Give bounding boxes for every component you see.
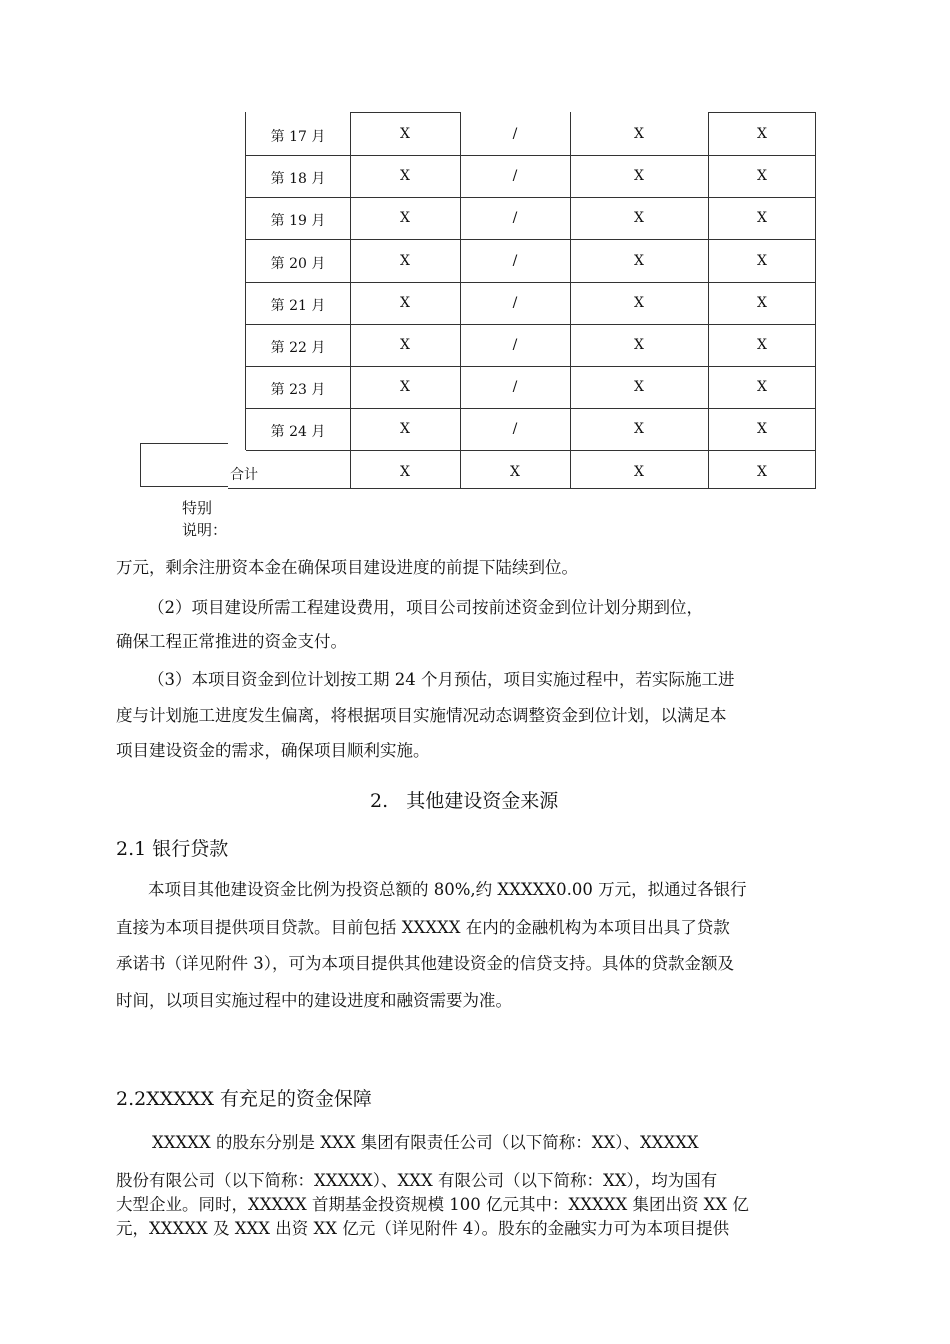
value-cell: X	[400, 295, 410, 311]
paragraph-line: 直接为本项目提供项目贷款。目前包括 XXXXX 在内的金融机构为本项目出具了贷款	[116, 918, 730, 937]
section-2-2-heading: 2.2XXXXX 有充足的资金保障	[116, 1088, 372, 1110]
value-cell: X	[634, 253, 644, 269]
value-cell: X	[634, 421, 644, 437]
value-cell: X	[757, 168, 767, 184]
value-cell: /	[512, 126, 518, 142]
value-cell: X	[757, 421, 767, 437]
value-cell: X	[634, 210, 644, 226]
value-cell: X	[757, 464, 767, 480]
value-cell: X	[634, 126, 644, 142]
value-cell: X	[400, 337, 410, 353]
paragraph-line: （3）本项目资金到位计划按工期 24 个月预估，项目实施过程中，若实际施工进	[148, 670, 735, 689]
value-cell: X	[400, 421, 410, 437]
paragraph-line: 大型企业。同时，XXXXX 首期基金投资规模 100 亿元其中：XXXXX 集团出资 XX 亿	[116, 1195, 749, 1214]
value-cell: /	[512, 295, 518, 311]
paragraph-line: 股份有限公司（以下简称：XXXXX）、XXX 有限公司（以下简称：XX），均为国有	[116, 1171, 718, 1190]
value-cell: X	[400, 464, 410, 480]
special-note-line1: 特别	[182, 499, 213, 517]
value-cell: X	[510, 464, 520, 480]
value-cell: X	[634, 379, 644, 395]
paragraph-line: 确保工程正常推进的资金支付。	[116, 632, 347, 651]
value-cell: X	[400, 379, 410, 395]
paragraph-line: 万元，剩余注册资本金在确保项目建设进度的前提下陆续到位。	[116, 558, 578, 577]
month-cell: 第 19 月	[270, 213, 326, 229]
month-cell: 第 18 月	[270, 171, 326, 187]
paragraph-line: XXXXX 的股东分别是 XXX 集团有限责任公司（以下简称：XX）、XXXXX	[152, 1133, 699, 1152]
month-cell: 第 20 月	[270, 256, 326, 272]
value-cell: X	[757, 295, 767, 311]
value-cell: /	[512, 337, 518, 353]
paragraph-line: 度与计划施工进度发生偏离，将根据项目实施情况动态调整资金到位计划，以满足本	[116, 706, 727, 725]
paragraph-line: 时间，以项目实施过程中的建设进度和融资需要为准。	[116, 991, 512, 1010]
value-cell: X	[634, 337, 644, 353]
value-cell: /	[512, 379, 518, 395]
month-cell: 第 23 月	[270, 382, 326, 398]
value-cell: X	[757, 253, 767, 269]
month-cell: 第 21 月	[270, 298, 326, 314]
month-cell: 第 24 月	[270, 424, 326, 440]
value-cell: X	[757, 126, 767, 142]
section-2-1-heading: 2.1 银行贷款	[116, 838, 229, 860]
section-2-heading: 2. 其他建设资金来源	[370, 790, 559, 812]
paragraph-line: 元，XXXXX 及 XXX 出资 XX 亿元（详见附件 4）。股东的金融实力可为本项目提供	[116, 1219, 730, 1238]
value-cell: X	[400, 253, 410, 269]
value-cell: X	[634, 168, 644, 184]
value-cell: /	[512, 168, 518, 184]
paragraph-line: 本项目其他建设资金比例为投资总额的 80%,约 XXXXX0.00 万元，拟通过各银行	[148, 880, 747, 899]
value-cell: X	[634, 295, 644, 311]
paragraph-line: 项目建设资金的需求，确保项目顺利实施。	[116, 741, 430, 760]
funding-schedule-table	[0, 0, 950, 500]
value-cell: X	[400, 126, 410, 142]
paragraph-line: （2）项目建设所需工程建设费用，项目公司按前述资金到位计划分期到位，	[148, 598, 703, 617]
value-cell: X	[757, 210, 767, 226]
value-cell: /	[512, 253, 518, 269]
value-cell: X	[400, 210, 410, 226]
special-note-line2: 说明：	[182, 521, 228, 539]
value-cell: X	[400, 168, 410, 184]
month-cell: 第 17 月	[270, 129, 326, 145]
value-cell: X	[757, 337, 767, 353]
value-cell: X	[757, 379, 767, 395]
month-cell: 第 22 月	[270, 340, 326, 356]
value-cell: X	[634, 464, 644, 480]
paragraph-line: 承诺书（详见附件 3），可为本项目提供其他建设资金的信贷支持。具体的贷款金额及	[116, 954, 734, 973]
value-cell: /	[512, 421, 518, 437]
total-label: 合计	[230, 467, 258, 483]
value-cell: /	[512, 210, 518, 226]
